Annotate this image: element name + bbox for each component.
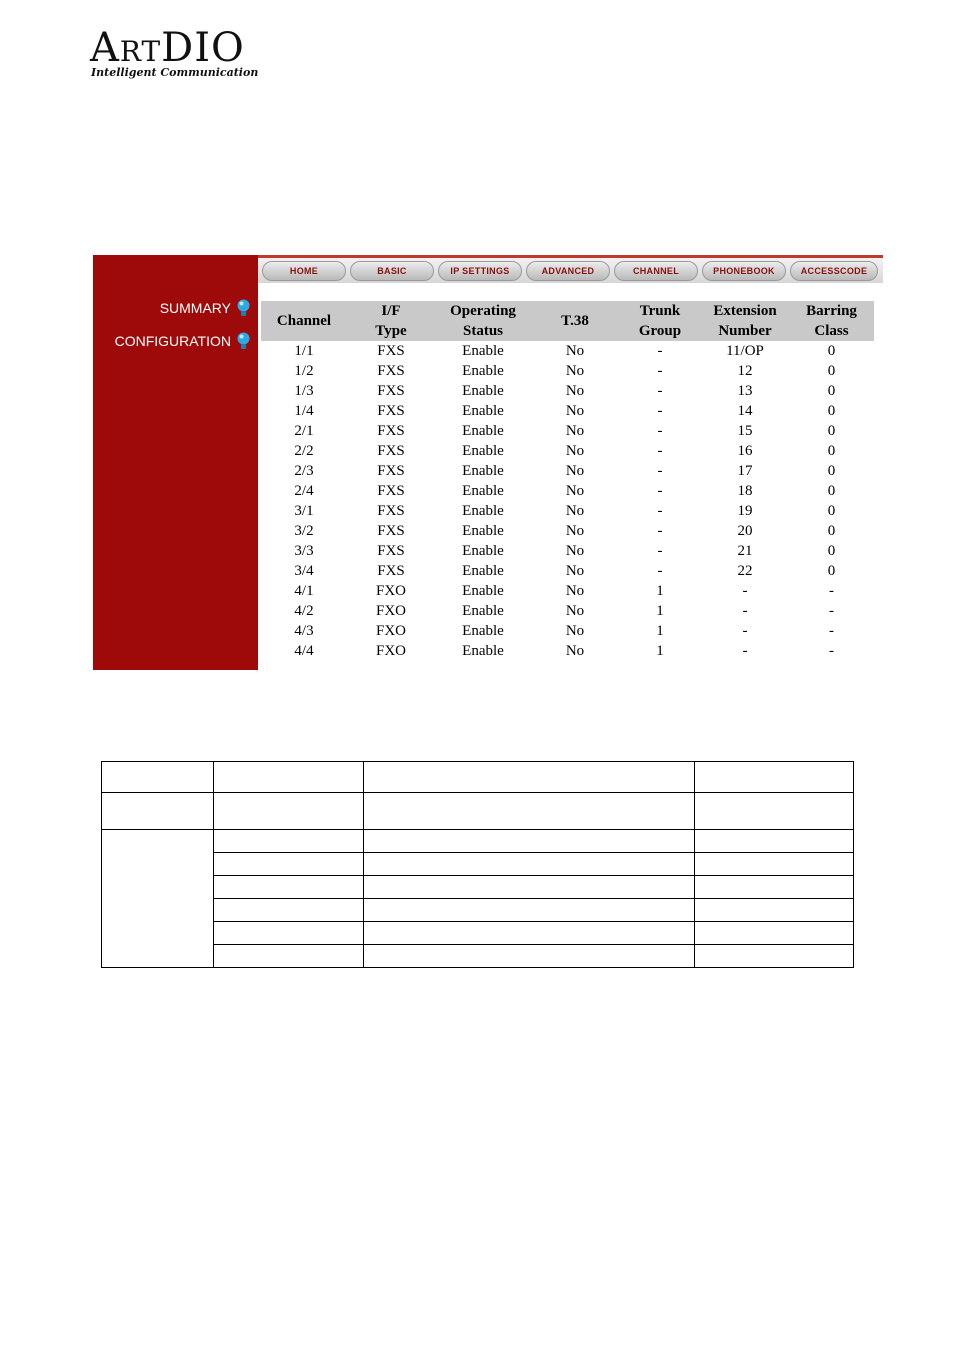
table-cell: FXO: [375, 603, 406, 619]
table-cell: 3/1: [294, 503, 314, 519]
table-cell: 3/4: [294, 563, 314, 579]
table-row: [261, 481, 874, 501]
table-cell: FXS: [377, 523, 405, 539]
table-cell: 1/2: [294, 363, 314, 379]
table-cell: [214, 762, 364, 793]
table-cell: 4/3: [294, 623, 314, 639]
bulb-icon: [237, 299, 250, 317]
table-cell: [102, 830, 214, 968]
table-cell: -: [829, 603, 834, 619]
table-cell: FXS: [377, 363, 405, 379]
table-cell: Enable: [462, 363, 504, 379]
table-cell: [364, 945, 695, 968]
table-cell: [214, 899, 364, 922]
table-row: [102, 830, 854, 853]
table-row: [261, 521, 874, 541]
table-cell: [214, 793, 364, 830]
table-cell: 0: [827, 543, 836, 559]
channel-table: [261, 301, 874, 661]
column-header: [531, 301, 619, 341]
top-nav: [258, 255, 883, 283]
table-cell: FXO: [375, 583, 406, 599]
table-cell: 0: [827, 523, 836, 539]
table-cell: FXS: [377, 543, 405, 559]
table-cell: 0: [827, 503, 836, 519]
table-cell: No: [565, 403, 585, 419]
table-row: [102, 899, 854, 922]
table-cell: -: [657, 443, 663, 459]
table-row: [261, 461, 874, 481]
table-cell: No: [565, 523, 585, 539]
device-web-ui: [93, 255, 883, 670]
logo-wordmark: ARTDIO: [90, 25, 245, 71]
table-cell: [364, 830, 695, 853]
column-header-text: Operating: [450, 303, 516, 319]
channel-table-header: [261, 301, 874, 341]
table-row: [261, 361, 874, 381]
table-cell: -: [657, 403, 663, 419]
table-cell: No: [565, 603, 585, 619]
table-cell: 1: [656, 643, 664, 659]
table-cell: 2/3: [294, 463, 314, 479]
table-cell: 1: [656, 603, 664, 619]
table-cell: [695, 899, 854, 922]
column-header: [261, 301, 347, 341]
table-cell: 4/4: [294, 643, 314, 659]
tab-phonebook[interactable]: PHONEBOOK: [702, 261, 786, 281]
table-cell: 1/4: [294, 403, 314, 419]
table-row: [261, 581, 874, 601]
table-cell: No: [565, 583, 585, 599]
tab-accesscode[interactable]: ACCESSCODE: [790, 261, 878, 281]
table-row: [261, 381, 874, 401]
table-cell: No: [565, 343, 585, 359]
table-cell: 2/1: [294, 423, 314, 439]
table-cell: No: [565, 423, 585, 439]
tab-advanced[interactable]: ADVANCED: [526, 261, 610, 281]
table-cell: No: [565, 543, 585, 559]
column-header-text: Barring: [806, 303, 857, 319]
table-cell: 16: [737, 443, 753, 459]
table-cell: Enable: [462, 423, 504, 439]
table-cell: FXO: [375, 623, 406, 639]
table-cell: 19: [737, 503, 753, 519]
table-cell: 14: [737, 403, 753, 419]
table-cell: -: [657, 563, 663, 579]
table-row: [261, 641, 874, 661]
table-cell: 18: [737, 483, 753, 499]
table-cell: No: [565, 503, 585, 519]
column-header-text: Status: [462, 323, 503, 339]
table-cell: 4/2: [294, 603, 314, 619]
column-header: [789, 301, 874, 341]
table-cell: Enable: [462, 343, 504, 359]
table-row: [261, 621, 874, 641]
table-cell: [364, 762, 695, 793]
tab-channel[interactable]: CHANNEL: [614, 261, 698, 281]
table-row: [261, 441, 874, 461]
sidebar-item-configuration[interactable]: [115, 332, 250, 350]
table-cell: FXS: [377, 483, 405, 499]
sidebar: [93, 255, 258, 670]
table-cell: [364, 922, 695, 945]
table-cell: 21: [737, 543, 753, 559]
table-cell: 22: [737, 563, 753, 579]
table-cell: 0: [827, 423, 836, 439]
tab-basic[interactable]: BASIC: [350, 261, 434, 281]
table-cell: 0: [827, 443, 836, 459]
table-cell: 3/3: [294, 543, 314, 559]
tab-home[interactable]: HOME: [262, 261, 346, 281]
column-header-text: Type: [375, 323, 407, 339]
table-cell: [214, 830, 364, 853]
table-cell: FXS: [377, 503, 405, 519]
empty-grid-table: [101, 761, 854, 968]
table-cell: -: [657, 423, 663, 439]
table-cell: 4/1: [294, 583, 314, 599]
table-cell: Enable: [462, 523, 504, 539]
table-row: [102, 876, 854, 899]
table-cell: 0: [827, 483, 836, 499]
table-cell: 1: [656, 583, 664, 599]
table-cell: Enable: [462, 563, 504, 579]
table-cell: No: [565, 363, 585, 379]
table-cell: 13: [737, 383, 753, 399]
table-row: [261, 401, 874, 421]
table-cell: -: [657, 523, 663, 539]
table-row: [102, 762, 854, 793]
table-cell: Enable: [462, 583, 504, 599]
column-header-text: Channel: [276, 313, 332, 329]
table-cell: Enable: [462, 483, 504, 499]
table-cell: Enable: [462, 403, 504, 419]
column-header-text: T.38: [561, 313, 589, 329]
table-cell: 1/1: [294, 343, 314, 359]
table-cell: -: [742, 643, 748, 659]
column-header: [701, 301, 789, 341]
table-cell: No: [565, 643, 585, 659]
bulb-icon: [237, 332, 250, 350]
table-cell: FXS: [377, 563, 405, 579]
table-row: [102, 793, 854, 830]
column-header: [347, 301, 435, 341]
table-cell: 17: [737, 463, 753, 479]
table-cell: FXS: [377, 343, 405, 359]
table-row: [102, 853, 854, 876]
table-cell: [364, 899, 695, 922]
table-cell: Enable: [462, 543, 504, 559]
artdio-logo: [90, 26, 260, 86]
table-cell: No: [565, 383, 585, 399]
table-cell: [214, 853, 364, 876]
table-cell: FXS: [377, 383, 405, 399]
table-cell: 2/2: [294, 443, 314, 459]
table-cell: -: [742, 583, 748, 599]
table-row: [261, 501, 874, 521]
table-row: [261, 421, 874, 441]
table-row: [261, 601, 874, 621]
table-cell: Enable: [462, 463, 504, 479]
table-cell: -: [742, 623, 748, 639]
table-cell: 2/4: [294, 483, 314, 499]
table-cell: Enable: [462, 503, 504, 519]
table-cell: Enable: [462, 443, 504, 459]
table-cell: 0: [827, 383, 836, 399]
table-cell: No: [565, 563, 585, 579]
sidebar-item-label: SUMMARY: [159, 300, 231, 316]
table-cell: -: [657, 543, 663, 559]
table-cell: 20: [737, 523, 753, 539]
table-cell: [102, 762, 214, 793]
table-row: [261, 341, 874, 361]
table-cell: 12: [737, 363, 753, 379]
sidebar-item-label: CONFIGURATION: [114, 333, 231, 349]
table-cell: -: [657, 343, 663, 359]
table-cell: 3/2: [294, 523, 314, 539]
table-cell: 11/OP: [726, 343, 764, 359]
table-cell: [695, 793, 854, 830]
table-cell: -: [657, 483, 663, 499]
logo-tagline: Intelligent Communication: [91, 66, 259, 79]
table-cell: [364, 876, 695, 899]
table-cell: -: [657, 463, 663, 479]
table-cell: No: [565, 463, 585, 479]
table-row: [261, 541, 874, 561]
column-header-text: I/F: [381, 303, 401, 319]
table-cell: FXS: [377, 463, 405, 479]
table-cell: [695, 922, 854, 945]
table-cell: [695, 830, 854, 853]
table-cell: 0: [827, 403, 836, 419]
table-row: [261, 561, 874, 581]
column-header-text: Number: [718, 323, 772, 339]
column-header-text: Class: [814, 323, 849, 339]
channel-table-body: [261, 341, 874, 661]
table-cell: -: [742, 603, 748, 619]
column-header: [619, 301, 701, 341]
table-cell: [364, 853, 695, 876]
table-cell: -: [657, 503, 663, 519]
table-cell: [214, 876, 364, 899]
table-cell: No: [565, 623, 585, 639]
column-header-text: Extension: [713, 303, 777, 319]
table-cell: -: [657, 363, 663, 379]
table-cell: [695, 945, 854, 968]
table-cell: No: [565, 443, 585, 459]
table-cell: [695, 876, 854, 899]
table-cell: Enable: [462, 623, 504, 639]
table-cell: [364, 793, 695, 830]
table-cell: 0: [827, 363, 836, 379]
table-cell: Enable: [462, 643, 504, 659]
column-header-text: Group: [638, 323, 682, 339]
tab-ip-settings[interactable]: IP SETTINGS: [438, 261, 522, 281]
table-cell: [214, 922, 364, 945]
table-cell: 1: [656, 623, 664, 639]
table-cell: 1/3: [294, 383, 314, 399]
table-cell: FXS: [377, 443, 405, 459]
table-cell: [695, 853, 854, 876]
table-cell: 0: [827, 563, 836, 579]
table-cell: Enable: [462, 603, 504, 619]
table-cell: FXS: [377, 403, 405, 419]
table-cell: -: [829, 623, 834, 639]
table-cell: -: [829, 643, 834, 659]
table-cell: Enable: [462, 383, 504, 399]
table-row: [102, 922, 854, 945]
table-cell: -: [829, 583, 834, 599]
table-cell: -: [657, 383, 663, 399]
table-cell: [214, 945, 364, 968]
column-header-text: Trunk: [639, 303, 681, 319]
table-cell: 0: [827, 463, 836, 479]
table-cell: 0: [827, 343, 836, 359]
table-cell: [102, 793, 214, 830]
table-cell: No: [565, 483, 585, 499]
table-cell: FXS: [377, 423, 405, 439]
table-cell: 15: [737, 423, 753, 439]
table-cell: [695, 762, 854, 793]
table-row: [102, 945, 854, 968]
column-header: [435, 301, 531, 341]
sidebar-item-summary[interactable]: [160, 299, 250, 317]
table-cell: FXO: [375, 643, 406, 659]
